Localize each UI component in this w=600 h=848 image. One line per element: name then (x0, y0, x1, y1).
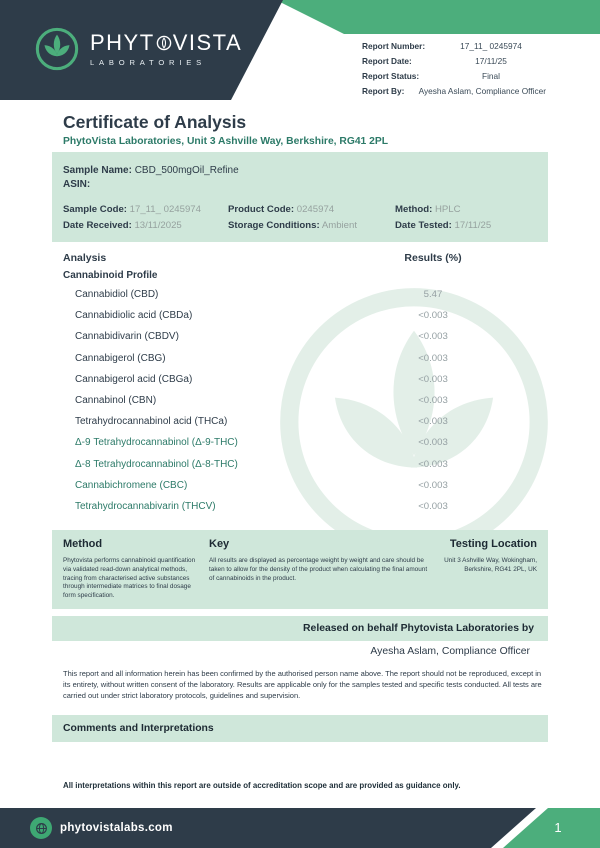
table-row (63, 496, 475, 517)
header (0, 0, 600, 100)
leaf-o-icon (156, 35, 172, 51)
page-number: 1 (554, 820, 562, 835)
key-text: All results are displayed as percentage weight by weight and care should be taken to allow for the density of the product when calculating the final amount of cannabinoids in the product. (209, 557, 428, 582)
sample-field (228, 204, 395, 215)
analyte-result: <0.003 (418, 458, 448, 470)
table-row (63, 369, 475, 390)
phytovista-leaf-logo-icon (34, 26, 80, 72)
sample-field-label: Date Tested: (395, 220, 452, 231)
sample-name-label: Sample Name: (63, 165, 132, 176)
sample-field-value: Ambient (321, 220, 358, 231)
globe-badge (30, 817, 52, 839)
brand-tagline: LABORATORIES (90, 57, 206, 67)
sample-field-value: 17/11/25 (454, 220, 492, 231)
report-field-value: 17_11_ 0245974 (460, 41, 522, 51)
analyte-result: <0.003 (418, 331, 448, 343)
analyte-name: Cannabigerol (CBG) (75, 352, 166, 364)
report-field-row (362, 86, 546, 96)
testing-location-title: Testing Location (449, 538, 537, 550)
sample-field-value: 13/11/2025 (134, 220, 182, 231)
analyte-name: Tetrahydrocannabinol acid (THCa) (75, 416, 228, 428)
sample-field-label: Sample Code: (63, 204, 127, 215)
sample-field-label: Date Received: (63, 220, 132, 231)
analysis-group-title: Cannabinoid Profile (63, 269, 158, 281)
table-row (63, 326, 475, 347)
analysis-column-header: Analysis (63, 251, 107, 264)
footer (0, 808, 600, 848)
analyte-result: <0.003 (418, 479, 448, 491)
testing-location-text: Unit 3 Ashville Way, Wokingham, Berkshire, RG41 2PL, UK (444, 557, 537, 573)
sample-field (63, 220, 228, 231)
sample-field-label: Product Code: (228, 204, 295, 215)
analyte-name: Cannabinol (CBN) (75, 395, 157, 407)
brand-logo (34, 26, 242, 72)
website-link[interactable]: phytovistalabs.com (60, 822, 173, 834)
table-row (63, 411, 475, 432)
asin-label: ASIN: (63, 178, 91, 190)
report-field-label: Report Status: (362, 71, 420, 81)
analyte-result: <0.003 (418, 395, 448, 407)
sample-info-box (52, 152, 548, 242)
analyte-name: Cannabigerol acid (CBGa) (75, 373, 193, 385)
analyte-name: Cannabidiolic acid (CBDa) (75, 310, 193, 322)
method-title: Method (63, 538, 103, 550)
released-on-behalf-bar: Released on behalf Phytovista Laboratories by (52, 616, 548, 641)
interpretation-note: All interpretations within this report are outside of accreditation scope and are provided as guidance only. (63, 781, 461, 790)
report-disclaimer: This report and all information herein has been confirmed by the authorised person name above. The report should not be reproduced, except in its entirety, without written consent of the laboratory. Results are applicable only for the samples tested and specific tests conducted. All tests are carried out under strict laboratory protocols, guidelines and supervision. (63, 669, 542, 701)
analyte-name: Δ-9 Tetrahydrocannabinol (Δ-9-THC) (75, 437, 238, 449)
report-field-label: Report By: (362, 86, 405, 96)
table-row (63, 454, 475, 475)
sample-field (228, 220, 395, 231)
table-row (63, 348, 475, 369)
sample-name-line (63, 164, 537, 178)
report-field-value: Ayesha Aslam, Compliance Officer (418, 86, 546, 96)
report-field-label: Report Date: (362, 56, 412, 66)
analyte-name: Cannabidiol (CBD) (75, 289, 159, 301)
sample-field-value: 17_11_ 0245974 (129, 204, 201, 215)
analyte-name: Cannabichromene (CBC) (75, 479, 188, 491)
analyte-result: <0.003 (418, 416, 448, 428)
report-field-row (362, 71, 546, 81)
analyte-result: <0.003 (418, 352, 448, 364)
report-field-row (362, 56, 546, 66)
sample-field-label: Method: (395, 204, 433, 215)
sample-name-value: CBD_500mgOil_Refine (134, 165, 239, 176)
brand-name-part2: VISTA (172, 29, 243, 55)
sample-field (63, 204, 228, 215)
sample-field (395, 204, 537, 215)
analysis-table (63, 249, 475, 517)
lab-address-subtitle: PhytoVista Laboratories, Unit 3 Ashville Way, Berkshire, RG41 2PL (63, 136, 389, 147)
report-field-value: 17/11/25 (475, 56, 507, 66)
analyte-result: <0.003 (418, 437, 448, 449)
analysis-table-header (63, 249, 475, 266)
method-key-location-box (52, 530, 548, 609)
table-row (63, 390, 475, 411)
report-field-row (362, 41, 546, 51)
table-row (63, 475, 475, 496)
analyte-result: 5.47 (423, 289, 443, 301)
method-text: Phytovista performs cannabinoid quantification via validated read-down analytical methods, tracing from characterised active substances through intermediate matrices to final dosage form specification. (63, 557, 196, 600)
sample-field-value: HPLC (434, 204, 461, 215)
analyte-result: <0.003 (418, 500, 448, 512)
analyte-name: Δ-8 Tetrahydrocannabinol (Δ-8-THC) (75, 458, 238, 470)
globe-icon (35, 822, 48, 835)
table-row (63, 284, 475, 305)
sample-field-label: Storage Conditions: (228, 220, 320, 231)
method-column (63, 538, 199, 601)
brand-name (90, 29, 243, 55)
analyte-name: Cannabidivarin (CBDV) (75, 331, 179, 343)
results-column-header: Results (%) (404, 251, 462, 264)
analyte-result: <0.003 (418, 310, 448, 322)
table-row (63, 305, 475, 326)
report-field-value: Final (482, 71, 500, 81)
brand-wordmark (90, 29, 243, 67)
report-info (362, 41, 546, 101)
asin-line (63, 178, 537, 192)
signer-name: Ayesha Aslam, Compliance Officer (370, 646, 530, 657)
key-column (209, 538, 431, 601)
brand-name-part1: PHYT (90, 29, 155, 55)
analyte-result: <0.003 (418, 373, 448, 385)
testing-location-column (441, 538, 537, 601)
analyte-name: Tetrahydrocannabivarin (THCV) (75, 500, 216, 512)
sample-field-value: 0245974 (296, 204, 335, 215)
sample-fields-grid (63, 204, 537, 231)
sample-field (395, 220, 537, 231)
table-row (63, 432, 475, 453)
key-title: Key (209, 538, 230, 550)
page-title: Certificate of Analysis (63, 112, 247, 132)
comments-section-bar: Comments and Interpretations (52, 715, 548, 742)
report-field-label: Report Number: (362, 41, 426, 51)
